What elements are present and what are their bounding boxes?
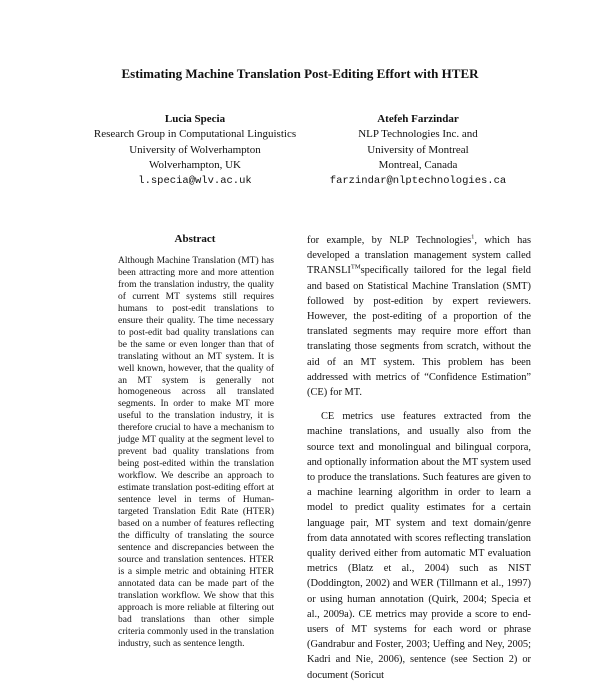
author-affiliation: NLP Technologies Inc. and	[358, 128, 478, 141]
right-column-text	[307, 233, 531, 683]
paper-title: Estimating Machine Translation Post-Editing Effort with HTER	[121, 66, 479, 81]
author-university: University of Wolverhampton	[129, 143, 261, 156]
intro-text-c: specifically tailored for the legal field and based on Statistical Machine Translation (SMT) followed by post-edition by expert reviewers. However, the post-editing of a proportion of the translated segments may require more effort than translating those segments from scratch, without the aid of an MT system. This problem has been addressed with metrics of “Confidence Estimation” (CE) for MT.	[307, 265, 531, 399]
author-block-1	[80, 112, 310, 189]
intro-paragraph-1	[307, 233, 531, 400]
author-name: Lucia Specia	[164, 113, 226, 125]
intro-text-b: , which has developed a translation management system called TRANSLI	[307, 235, 531, 277]
abstract-heading: Abstract	[174, 233, 216, 245]
author-name: Atefeh Farzindar	[377, 113, 459, 125]
author-university: University of Montreal	[367, 143, 469, 156]
author-block-2	[318, 112, 518, 189]
author-affiliation: Research Group in Computational Linguistics	[93, 128, 297, 141]
abstract-body: Although Machine Translation (MT) has been attracting more and more attention from the translation industry, the quality of current MT systems still requires humans to post-edit translations to ensure their quality. The time necessary to post-edit bad quality translations can be the same or even longer than that of translating without an MT system. It is well known, however, that the quality of an MT system is generally not homogeneous across all translated segments. In order to make MT more useful to the translation industry, it is therefore crucial to have a mechanism to judge MT quality at the segment level to prevent bad quality translations from being post-edited within the translation workflow. We describe an approach to estimate translation post-editing effort at sentence level in terms of Human-targeted Translation Edit Rate (HTER) based on a number of features reflecting the difficulty of translating the source sentence and discrepancies between the source and translation sentences. HTER is a simple metric and obtaining HTER annotated data can be made part of the translation workflow. We show that this approach is more reliable at filtering out bad translations than other simple criteria commonly used in the translation industry, such as sentence length.	[118, 256, 274, 649]
footnote-marker: 1	[471, 233, 475, 241]
intro-text-a: for example, by NLP Technologies	[307, 235, 472, 246]
trademark-mark: TM	[350, 263, 361, 271]
intro-paragraph-2: CE metrics use features extracted from the machine translations, and usually also from the source text and monolingual and bilingual corpora, and optionally information about the MT system used to produce the translations. Such features are given to a machine learning algorithm in order to learn a model to predict quality estimates for a certain language pair, MT system and text domain/genre from data annotated with scores reflecting translation quality derived either from automatic MT evaluation metrics (Blatz et al., 2004) such as NIST (Doddington, 2002) and WER (Tillmann et al., 1997) or using human annotation (Quirk, 2004; Specia et al., 2009a). CE metrics may provide a score to end-users of MT systems for each word or phrase (Gandrabur and Foster, 2003; Ueffing and Ney, 2005; Kadri and Nie, 2006), sentence (see Section 2) or document (Soricut	[307, 411, 531, 681]
author-location: Montreal, Canada	[378, 159, 458, 172]
author-email: farzindar@nlptechnologies.ca	[329, 174, 507, 187]
author-location: Wolverhampton, UK	[149, 159, 241, 172]
author-email: l.specia@wlv.ac.uk	[138, 174, 252, 187]
